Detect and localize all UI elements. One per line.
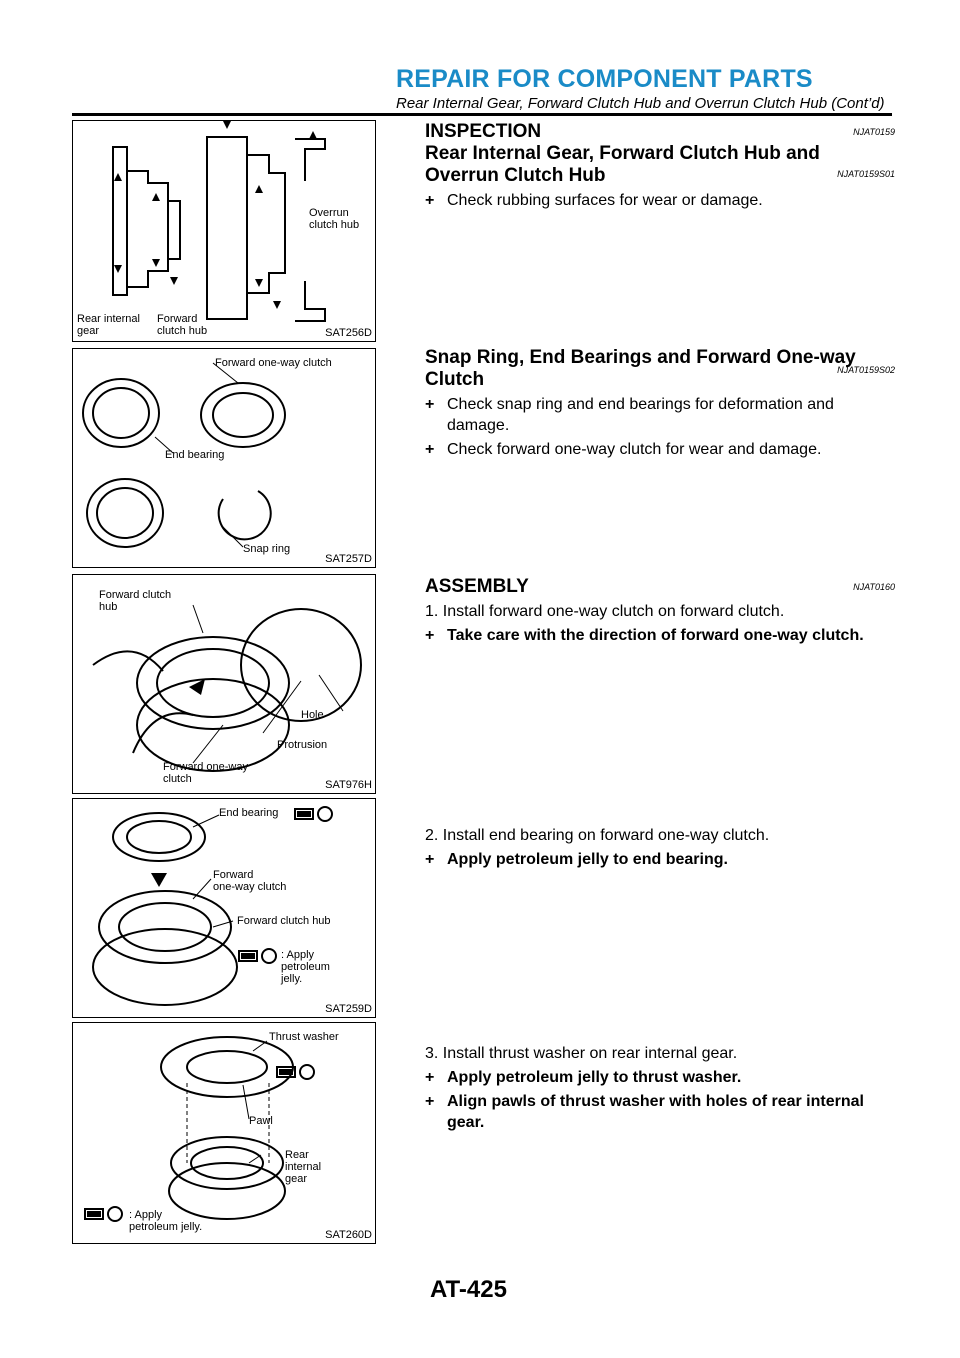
snap-ring-section xyxy=(425,347,895,460)
section-ref: NJAT0159 xyxy=(853,127,895,137)
inspection-section xyxy=(425,121,895,211)
figure-code: SAT259D xyxy=(325,1003,372,1015)
callout-forward-clutch-hub: Forward clutch hub xyxy=(157,313,208,337)
bullet-item: + Check snap ring and end bearings for deformation and damage. xyxy=(425,396,834,434)
assembly-step-3 xyxy=(425,1040,895,1133)
callout-forward-clutch-hub: Forward clutch hub xyxy=(237,915,331,927)
callout-forward-clutch-hub: Forward clutch hub xyxy=(99,589,172,613)
page-title: REPAIR FOR COMPONENT PARTS xyxy=(396,65,813,93)
sub-heading-snap-ring: Snap Ring, End Bearings and Forward One-way Clutch NJAT0159S02 xyxy=(425,347,895,390)
figure-sat256d xyxy=(72,120,376,342)
figure-sat976h xyxy=(72,574,376,794)
figure-sat260d xyxy=(72,1022,376,1244)
assembly-section xyxy=(425,576,895,646)
callout-end-bearing: End bearing xyxy=(165,449,225,461)
assembly-heading: ASSEMBLY NJAT0160 xyxy=(425,576,895,597)
callout-forward-one-way-clutch: Forward one-way clutch xyxy=(215,357,332,369)
step-1: 1. Install forward one-way clutch on forward clutch. xyxy=(425,603,785,620)
header-rule xyxy=(72,113,892,116)
callout-rear-internal-gear: Rear internal gear xyxy=(77,313,140,337)
page-subtitle: Rear Internal Gear, Forward Clutch Hub and Overrun Clutch Hub (Cont’d) xyxy=(396,95,885,112)
figure-code: SAT976H xyxy=(325,779,372,791)
callout-hole: Hole xyxy=(301,709,324,721)
assembly-step-2 xyxy=(425,822,895,870)
bullet-item: + Apply petroleum jelly to thrust washer. xyxy=(425,1069,742,1086)
callout-snap-ring: Snap ring xyxy=(243,543,291,555)
figure-sat257d xyxy=(72,348,376,568)
bullet-item: + Apply petroleum jelly to end bearing. xyxy=(425,851,728,868)
bullet-item: + Check rubbing surfaces for wear or damage. xyxy=(425,192,763,209)
section-ref: NJAT0159S02 xyxy=(837,365,895,375)
callout-pawl: Pawl xyxy=(249,1115,273,1127)
inspection-heading: INSPECTION NJAT0159 xyxy=(425,121,895,142)
callout-rear-internal-gear: Rear internal gear xyxy=(285,1149,322,1185)
sub-heading-rear-internal-gear: Rear Internal Gear, Forward Clutch Hub and Overrun Clutch Hub NJAT0159S01 xyxy=(425,143,895,186)
figure-code: SAT257D xyxy=(325,553,372,565)
callout-forward-one-way-clutch: Forward one-way clutch xyxy=(163,761,248,785)
bullet-item: + Align pawls of thrust washer with holes of rear internal gear. xyxy=(425,1093,864,1131)
page-number: AT-425 xyxy=(430,1276,507,1303)
callout-end-bearing: End bearing xyxy=(219,807,279,819)
step-3: 3. Install thrust washer on rear internal gear. xyxy=(425,1045,738,1062)
callout-overrun-clutch-hub: Overrun clutch hub xyxy=(309,207,360,231)
figure-sat259d xyxy=(72,798,376,1018)
bullet-item: + Take care with the direction of forward one-way clutch. xyxy=(425,627,864,644)
section-ref: NJAT0159S01 xyxy=(837,169,895,179)
callout-apply-petroleum-jelly: : Apply petroleum jelly. xyxy=(129,1209,203,1233)
thrust-washer-install-diagram xyxy=(73,1023,375,1243)
exploded-hub-diagram xyxy=(73,121,375,341)
callout-forward-one-way-clutch: Forward one-way clutch xyxy=(213,869,287,893)
callout-thrust-washer: Thrust washer xyxy=(269,1031,339,1043)
figure-code: SAT256D xyxy=(325,327,372,339)
callout-protrusion: Protrusion xyxy=(277,739,328,751)
callout-apply-petroleum-jelly: : Apply petroleum jelly. xyxy=(281,949,330,985)
section-ref: NJAT0160 xyxy=(853,582,895,592)
step-2: 2. Install end bearing on forward one-way clutch. xyxy=(425,827,770,844)
figure-code: SAT260D xyxy=(325,1229,372,1241)
bullet-item: + Check forward one-way clutch for wear and damage. xyxy=(425,441,822,458)
